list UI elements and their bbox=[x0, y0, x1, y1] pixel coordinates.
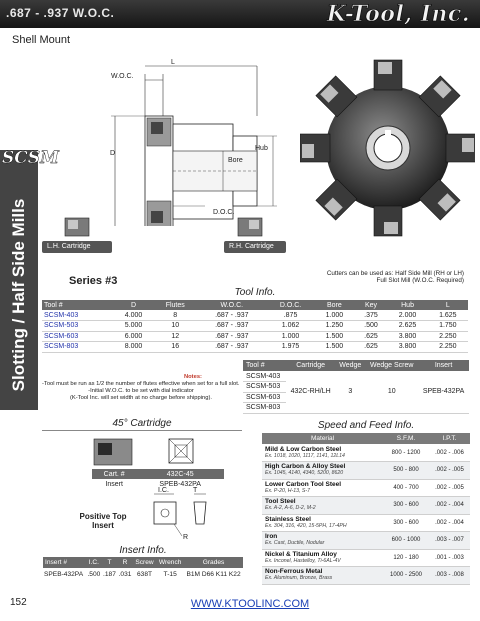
note-line-3: (K-Tool Inc. will set width at no charge before shipping). bbox=[69, 395, 213, 401]
cell: 3.800 bbox=[387, 342, 427, 353]
rh-cartridge-image bbox=[235, 214, 265, 240]
radius-label: R bbox=[183, 534, 189, 541]
cell: 10 bbox=[154, 321, 197, 332]
tool-number-link[interactable]: SCSM-603 bbox=[42, 331, 113, 342]
notes-block bbox=[42, 374, 240, 402]
cell: 1.000 bbox=[267, 331, 314, 342]
cell: .687 - .937 bbox=[197, 342, 267, 353]
woc-label: W.O.C. bbox=[111, 73, 134, 80]
table-row bbox=[42, 342, 468, 353]
col-bore: Bore bbox=[326, 301, 342, 309]
cell: .187 bbox=[103, 570, 116, 578]
note-line-1: -Tool must be run as 1/2 the number of flutes effective when set for a full slot. bbox=[42, 381, 240, 387]
cell: 2.250 bbox=[428, 331, 468, 342]
cell: .625 bbox=[355, 331, 388, 342]
cell: 8 bbox=[154, 310, 197, 321]
tool-number: SCSM-803 bbox=[243, 403, 286, 414]
cell: 2.250 bbox=[428, 342, 468, 353]
insert-drawing bbox=[140, 490, 220, 546]
sfm-value: 400 - 700 bbox=[383, 479, 429, 497]
cell: .687 - .937 bbox=[197, 310, 267, 321]
sfm-value: 300 - 600 bbox=[383, 497, 429, 515]
cutter-photo bbox=[300, 48, 475, 248]
cell: .375 bbox=[355, 310, 388, 321]
ipt-value: .003 - .007 bbox=[429, 532, 470, 550]
cell: 1.500 bbox=[314, 331, 354, 342]
cutter-usage-notice bbox=[302, 270, 464, 284]
col-cart-number: Cart. # bbox=[103, 470, 125, 478]
material-examples: Ex. 304, 316, 420, 15-5PH, 17-4PH bbox=[265, 522, 347, 529]
col-grades: Grades bbox=[202, 559, 225, 566]
speed-feed-title: Speed and Feed Info. bbox=[317, 420, 415, 431]
lh-cartridge-label: L.H. Cartridge bbox=[42, 241, 112, 253]
table-row bbox=[262, 462, 470, 480]
positive-top-insert-label: Positive Top Insert bbox=[79, 512, 127, 530]
table-header-row bbox=[243, 360, 469, 371]
material-name: Mild & Low Carbon Steel bbox=[265, 445, 342, 453]
bore-label: Bore bbox=[228, 157, 243, 164]
cartridge-value: 432C-RH/LH bbox=[286, 371, 335, 413]
material-name: Stainless Steel bbox=[265, 515, 311, 523]
material-examples: Ex. 1045, 4140, 4340, 5200, 8620 bbox=[265, 470, 344, 477]
cartridge-45-photo bbox=[90, 435, 136, 468]
insert-info-title: Insert Info. bbox=[119, 545, 167, 556]
cell: .687 - .937 bbox=[197, 331, 267, 342]
ic-label: I.C. bbox=[158, 487, 169, 494]
tool-number: SCSM-503 bbox=[243, 382, 286, 393]
table-header-row bbox=[43, 557, 243, 568]
material-examples: Ex. Inconel, Hastelloy, Ti-6AL-4V bbox=[265, 557, 341, 564]
cell: 2.000 bbox=[387, 310, 427, 321]
material-examples: Ex. Aluminum, Bronze, Brass bbox=[265, 575, 333, 582]
col-wedge: Wedge bbox=[339, 362, 362, 369]
col-key: Key bbox=[364, 301, 377, 309]
cell: 1.975 bbox=[267, 342, 314, 353]
material-name: Iron bbox=[265, 533, 278, 541]
ipt-value: .001 - .003 bbox=[429, 549, 470, 567]
col-l: L bbox=[445, 301, 450, 309]
cell: 1.250 bbox=[314, 321, 354, 332]
wedge-info-table bbox=[243, 360, 469, 414]
table-row bbox=[42, 331, 468, 342]
cell: .500 bbox=[355, 321, 388, 332]
cell: .500 bbox=[87, 570, 101, 578]
cell: 12 bbox=[154, 331, 197, 342]
col-insert-number: Insert # bbox=[45, 559, 67, 566]
table-row bbox=[42, 310, 468, 321]
col-ic: I.C. bbox=[88, 559, 100, 566]
col-tool: Tool # bbox=[44, 301, 63, 309]
sfm-value: 300 - 600 bbox=[383, 514, 429, 532]
cell: 2.625 bbox=[387, 321, 427, 332]
col-doc: D.O.C. bbox=[279, 301, 302, 309]
cell: SPEB-432PA bbox=[44, 570, 84, 578]
cell: 1.500 bbox=[314, 342, 354, 353]
table-header-row bbox=[262, 433, 470, 444]
cell: 6.000 bbox=[113, 331, 153, 342]
cell: 4.000 bbox=[113, 310, 153, 321]
tool-info-title: Tool Info. bbox=[234, 287, 276, 298]
notice-line-2: Full Slot Mill (W.O.C. Required) bbox=[376, 277, 464, 284]
cell: 1.625 bbox=[428, 310, 468, 321]
cell: .031 bbox=[118, 570, 132, 578]
cell: .625 bbox=[355, 342, 388, 353]
ipt-value: .002 - .004 bbox=[429, 514, 470, 532]
note-line-2: -Initial W.O.C. to be set with dial indicator bbox=[88, 388, 194, 394]
col-cart-value: 432C-45 bbox=[166, 470, 194, 478]
cell: Insert bbox=[105, 480, 123, 488]
table-row bbox=[43, 568, 243, 580]
speed-feed-table bbox=[262, 433, 470, 585]
page-number: 152 bbox=[10, 597, 27, 608]
cell: 3.800 bbox=[387, 331, 427, 342]
sfm-value: 500 - 800 bbox=[383, 462, 429, 480]
cell: SPEB-432PA bbox=[159, 480, 201, 488]
table-row bbox=[262, 479, 470, 497]
material-name: Tool Steel bbox=[265, 498, 296, 506]
tool-info-table bbox=[42, 300, 468, 353]
cartridge-45-drawing bbox=[166, 436, 196, 468]
cell: .687 - .937 bbox=[197, 321, 267, 332]
wedge-value: 3 bbox=[335, 371, 365, 413]
table-row bbox=[262, 549, 470, 567]
thickness-label: T bbox=[193, 487, 198, 494]
col-ipt: I.P.T. bbox=[442, 435, 457, 442]
series-code: SCSM bbox=[2, 148, 59, 168]
tool-number-link[interactable]: SCSM-503 bbox=[42, 321, 113, 332]
cell: 638T bbox=[136, 570, 153, 578]
col-tool: Tool # bbox=[246, 362, 265, 369]
col-cartridge: Cartridge bbox=[296, 362, 326, 369]
ipt-value: .002 - .006 bbox=[429, 444, 470, 462]
col-wrench: Wrench bbox=[158, 559, 182, 566]
brand-logo: K-Tool, Inc. bbox=[326, 1, 470, 27]
table-row bbox=[262, 444, 470, 462]
table-row bbox=[243, 371, 469, 382]
table-header-row bbox=[92, 469, 224, 479]
website-link[interactable]: WWW.KTOOLINC.COM bbox=[190, 598, 310, 610]
ipt-value: .002 - .005 bbox=[429, 462, 470, 480]
sfm-value: 120 - 180 bbox=[383, 549, 429, 567]
cell: 1.000 bbox=[314, 310, 354, 321]
doc-label: D.O.C. bbox=[213, 209, 235, 216]
cutter-section-drawing bbox=[95, 56, 305, 226]
ipt-value: .003 - .008 bbox=[429, 567, 470, 585]
side-category bbox=[0, 180, 38, 410]
length-label: L bbox=[171, 59, 175, 66]
notes-title: Notes: bbox=[183, 374, 202, 380]
rh-cartridge-label: R.H. Cartridge bbox=[224, 241, 286, 253]
side-category-text: Slotting / Half Side Mills bbox=[9, 198, 28, 392]
col-screw: Screw bbox=[135, 559, 154, 566]
cell: 8.000 bbox=[113, 342, 153, 353]
sfm-value: 600 - 1000 bbox=[383, 532, 429, 550]
table-row bbox=[262, 497, 470, 515]
cell: T-15 bbox=[163, 570, 177, 578]
lh-cartridge-image bbox=[62, 214, 92, 240]
insert-info-table bbox=[43, 557, 243, 580]
col-flutes: Flutes bbox=[165, 301, 185, 309]
tool-number-link[interactable]: SCSM-403 bbox=[42, 310, 113, 321]
page-subtitle: Shell Mount bbox=[12, 34, 71, 46]
material-examples: Ex. 1018, 1020, 1117, 1141, 12L14 bbox=[265, 452, 345, 459]
col-d: D bbox=[131, 301, 137, 309]
col-insert: Insert bbox=[434, 362, 453, 369]
cartridge-section-title: 45° Cartridge bbox=[112, 418, 172, 429]
tool-number-link[interactable]: SCSM-803 bbox=[42, 342, 113, 353]
cell: .875 bbox=[267, 310, 314, 321]
table-header-row bbox=[42, 300, 468, 310]
material-name: Lower Carbon Tool Steel bbox=[265, 480, 342, 488]
cell: 1.750 bbox=[428, 321, 468, 332]
cell: B1M D66 K11 K22 bbox=[186, 570, 241, 578]
col-hub: Hub bbox=[401, 301, 414, 309]
sfm-value: 800 - 1200 bbox=[383, 444, 429, 462]
tool-number: SCSM-603 bbox=[243, 392, 286, 403]
tool-number: SCSM-403 bbox=[243, 371, 286, 382]
table-row bbox=[42, 321, 468, 332]
table-row bbox=[262, 514, 470, 532]
cell: 5.000 bbox=[113, 321, 153, 332]
wedge-screw-value: 10 bbox=[365, 371, 418, 413]
diameter-label: D bbox=[110, 150, 116, 157]
col-material: Material bbox=[310, 435, 335, 442]
sfm-value: 1000 - 2500 bbox=[383, 567, 429, 585]
col-t: T bbox=[107, 559, 112, 566]
material-examples: Ex. P-20, H-13, S-7 bbox=[265, 487, 310, 494]
col-r: R bbox=[122, 559, 128, 566]
series-label: Series #3 bbox=[69, 275, 118, 287]
material-name: Nickel & Titanium Alloy bbox=[265, 550, 337, 558]
material-name: High Carbon & Alloy Steel bbox=[265, 463, 346, 471]
cartridge-table bbox=[92, 469, 224, 489]
hub-label: Hub bbox=[255, 145, 268, 152]
col-woc: W.O.C. bbox=[220, 301, 244, 309]
notice-line-1: Cutters can be used as: Half Side Mill (RH or LH) bbox=[326, 270, 464, 277]
col-sfm: S.F.M. bbox=[396, 435, 416, 442]
cell: 1.062 bbox=[267, 321, 314, 332]
ipt-value: .002 - .004 bbox=[429, 497, 470, 515]
insert-value: SPEB-432PA bbox=[418, 371, 469, 413]
material-examples: Ex. Cast, Ductile, Nodular bbox=[265, 540, 325, 547]
material-name: Non-Ferrous Metal bbox=[265, 568, 323, 576]
col-wedge-screw: Wedge Screw bbox=[369, 362, 414, 369]
material-examples: Ex. A-2, A-6, D-2, M-2 bbox=[265, 505, 316, 512]
cell: 16 bbox=[154, 342, 197, 353]
table-row bbox=[262, 532, 470, 550]
table-row bbox=[262, 567, 470, 585]
ipt-value: .002 - .005 bbox=[429, 479, 470, 497]
page-title: .687 - .937 W.O.C. bbox=[6, 6, 115, 20]
section-divider bbox=[42, 430, 242, 431]
